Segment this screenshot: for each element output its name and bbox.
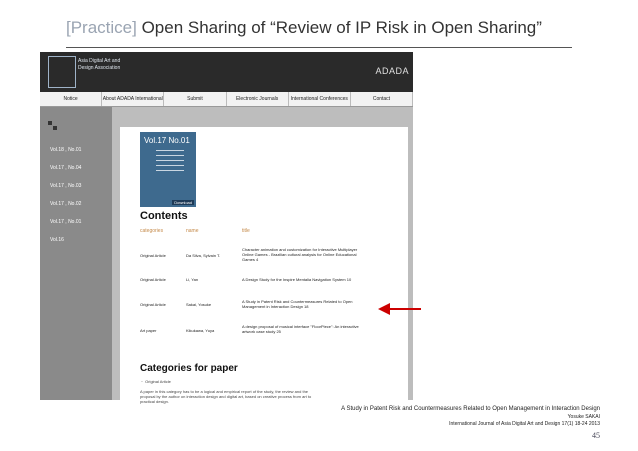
row-title-link[interactable]: A design proposal of musical interface "FloorPiece": An interactive artwork case study 25 — [242, 324, 359, 334]
categories-heading: Categories for paper — [140, 363, 238, 374]
nav-item-journals[interactable]: Electronic Journals — [227, 92, 289, 106]
row-title-link[interactable]: A Study in Patent Risk and Countermeasures Related to Open Management in Interaction Design 18 — [242, 299, 353, 309]
sidebar-item-vol17-no01[interactable]: Vol.17 , No.01 — [50, 219, 82, 225]
row-name: Da Silva, Sylvain T. — [186, 253, 221, 258]
site-banner — [40, 52, 413, 92]
row-title-link[interactable]: A Design Study for the Inspire Mentalia Navigation System 10 — [242, 277, 352, 282]
brand-name: ADADA — [375, 66, 409, 76]
slide-title — [66, 18, 542, 38]
sidebar-item-vol16[interactable]: Vol.16 — [50, 237, 64, 243]
row-category: Original Article — [140, 253, 166, 258]
row-category: Original Article — [140, 302, 166, 307]
pointer-arrow-icon — [378, 302, 422, 316]
slide-title-text: Open Sharing of “Review of IP Risk in Open Sharing” — [136, 18, 542, 37]
contents-heading: Contents — [140, 210, 188, 222]
sidebar-bullet — [48, 121, 52, 125]
title-divider — [66, 47, 572, 48]
download-link[interactable]: Download — [174, 200, 192, 205]
adada-logo-icon — [48, 56, 76, 88]
column-header-name: name — [186, 228, 199, 234]
sidebar-item-vol17-no03[interactable]: Vol.17 , No.03 — [50, 183, 82, 189]
citation-author: Yosuke SAKAI — [567, 414, 600, 420]
main-content — [112, 107, 413, 404]
cover-volume: Vol.17 No.01 — [144, 136, 190, 145]
row-name: Sakai, Yosuke — [186, 302, 212, 307]
page-number: 45 — [592, 431, 600, 440]
citation-title: A Study in Patent Risk and Countermeasures Related to Open Management in Interaction Design — [341, 406, 600, 412]
contents-page — [120, 127, 408, 404]
sidebar-item-vol17-no04[interactable]: Vol.17 , No.04 — [50, 165, 82, 171]
sidebar-item-vol18-no01[interactable]: Vol.18 , No.01 — [50, 147, 82, 153]
nav-item-notice[interactable]: Notice — [40, 92, 102, 106]
row-category: Original Article — [140, 277, 166, 282]
nav-item-conferences[interactable]: International Conferences — [289, 92, 351, 106]
column-header-title: title — [242, 228, 250, 234]
row-name: Li, Yan — [186, 277, 199, 282]
sidebar-item-vol17-no02[interactable]: Vol.17 , No.02 — [50, 201, 82, 207]
row-category: Art paper — [140, 328, 157, 333]
row-name: Kikukawa, Yuya — [186, 328, 215, 333]
website-screenshot — [40, 52, 413, 404]
nav-item-about[interactable]: About ADADA International — [102, 92, 164, 106]
citation-journal: International Journal of Asia Digital Art and Design 17(1) 18-24 2013 — [449, 421, 600, 427]
slide-title-tag: [Practice] — [66, 18, 137, 37]
logo-text: Asia Digital Art and Design Association — [78, 58, 121, 71]
row-title-link[interactable]: Character animation and customization for Interactive Multiplayer Online Games - Brazilian cultural analysis for Online Educational Games 4 — [242, 247, 358, 262]
sidebar-bullet — [53, 126, 57, 130]
nav-item-contact[interactable]: Contact — [351, 92, 413, 106]
nav-item-submit[interactable]: Submit — [164, 92, 226, 106]
sidebar — [40, 107, 112, 400]
column-header-categories: categories — [140, 228, 164, 234]
site-nav — [40, 92, 413, 107]
categories-description: A paper in this category has to be a logical and empirical report of the study, the review and the proposal by the author on interaction design and digital art, based on creative process from art to practical design. — [140, 389, 312, 404]
journal-cover[interactable] — [140, 132, 196, 207]
cover-text-lines — [156, 150, 184, 180]
categories-note: ・ Original Article — [140, 379, 171, 384]
